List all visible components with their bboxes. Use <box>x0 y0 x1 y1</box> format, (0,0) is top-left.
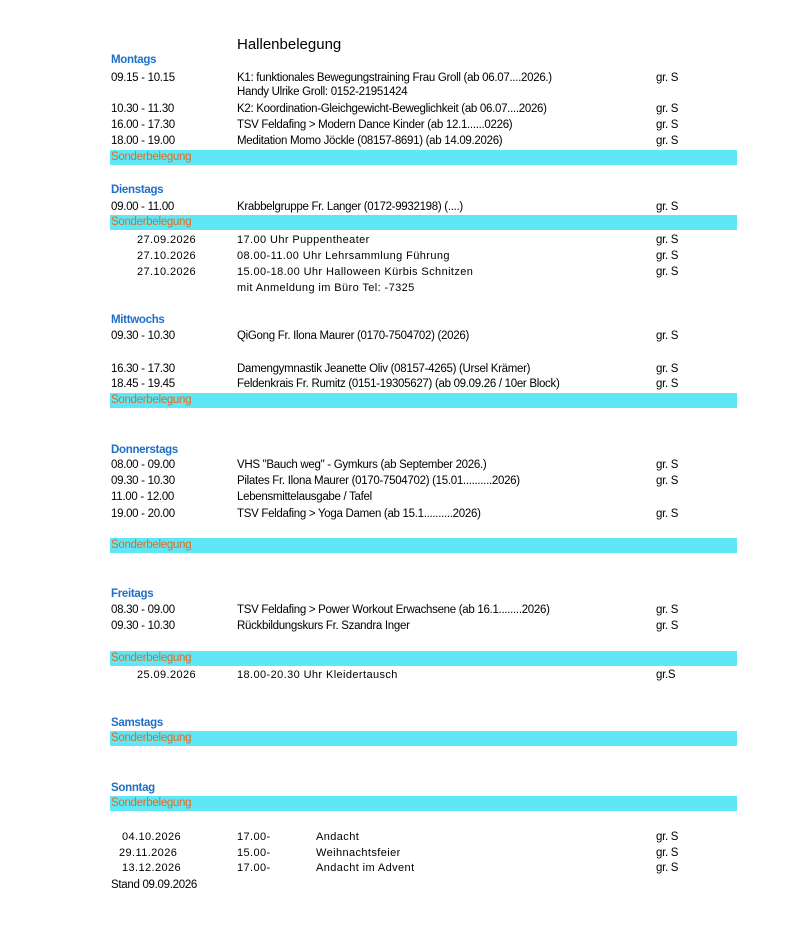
entry-text: K1: funktionales Bewegungstraining Frau Groll (ab 06.07....2026.) <box>237 72 552 84</box>
special-text: Andacht <box>316 831 360 843</box>
entry-time: 10.30 - 11.30 <box>111 103 175 115</box>
entry-room: gr. S <box>656 604 679 616</box>
entry-time: 19.00 - 20.00 <box>111 508 175 520</box>
entry-text-line2: Handy Ulrike Groll: 0152-21951424 <box>237 86 408 98</box>
special-label: Sonderbelegung <box>111 539 192 551</box>
special-room: gr. S <box>656 266 679 278</box>
special-bar-samstag <box>110 731 737 746</box>
day-heading-donnerstag: Donnerstags <box>111 444 178 456</box>
entry-text: Meditation Momo Jöckle (08157-8691) (ab 14.09.2026) <box>237 135 503 147</box>
special-date: 04.10.2026 <box>122 831 182 843</box>
entry-text: Damengymnastik Jeanette Oliv (08157-4265) (Ursel Krämer) <box>237 363 531 375</box>
special-time: 17.00- <box>237 862 271 874</box>
entry-time: 09.00 - 11.00 <box>111 201 175 213</box>
special-text: 18.00-20.30 Uhr Kleidertausch <box>237 669 398 681</box>
entry-time: 16.30 - 17.30 <box>111 363 175 375</box>
special-date: 29.11.2026 <box>119 847 178 859</box>
page-title: Hallenbelegung <box>237 36 342 53</box>
entry-time: 09.30 - 10.30 <box>111 620 175 632</box>
special-label: Sonderbelegung <box>111 216 192 228</box>
entry-room: gr. S <box>656 508 679 520</box>
special-bar-dienstag <box>110 215 737 230</box>
special-bar-freitag <box>110 651 737 666</box>
entry-room: gr. S <box>656 330 679 342</box>
day-heading-montag: Montags <box>111 54 157 66</box>
entry-room: gr. S <box>656 378 679 390</box>
special-label: Sonderbelegung <box>111 797 192 809</box>
day-heading-sonntag: Sonntag <box>111 782 155 794</box>
entry-time: 18.00 - 19.00 <box>111 135 175 147</box>
entry-text: Feldenkrais Fr. Rumitz (0151-19305627) (ab 09.09.26 / 10er Block) <box>237 378 560 390</box>
entry-text: VHS "Bauch weg" - Gymkurs (ab September 2026.) <box>237 459 487 471</box>
entry-text: QiGong Fr. Ilona Maurer (0170-7504702) (2026) <box>237 330 469 342</box>
special-label: Sonderbelegung <box>111 394 192 406</box>
day-heading-mittwoch: Mittwochs <box>111 314 165 326</box>
day-heading-samstag: Samstags <box>111 717 163 729</box>
entry-time: 08.00 - 09.00 <box>111 459 175 471</box>
special-room: gr. S <box>656 250 679 262</box>
special-date: 27.09.2026 <box>137 234 197 246</box>
entry-text: Krabbelgruppe Fr. Langer (0172-9932198) (....) <box>237 201 463 213</box>
special-date: 27.10.2026 <box>137 266 197 278</box>
special-bar-mittwoch <box>110 393 737 408</box>
entry-room: gr. S <box>656 72 679 84</box>
entry-room: gr. S <box>656 135 679 147</box>
entry-room: gr. S <box>656 459 679 471</box>
entry-text: TSV Feldafing > Power Workout Erwachsene (ab 16.1........2026) <box>237 604 550 616</box>
special-text: 17.00 Uhr Puppentheater <box>237 234 370 246</box>
entry-text: TSV Feldafing > Modern Dance Kinder (ab 12.1......0226) <box>237 119 513 131</box>
day-heading-freitag: Freitags <box>111 588 154 600</box>
entry-room: gr. S <box>656 363 679 375</box>
special-date: 27.10.2026 <box>137 250 197 262</box>
special-date: 25.09.2026 <box>137 669 197 681</box>
special-text-line2: mit Anmeldung im Büro Tel: -7325 <box>237 282 415 294</box>
entry-room: gr. S <box>656 620 679 632</box>
footer-status: Stand 09.09.2026 <box>111 879 198 891</box>
special-room: gr. S <box>656 831 679 843</box>
entry-time: 08.30 - 09.00 <box>111 604 175 616</box>
entry-room: gr. S <box>656 475 679 487</box>
special-bar-sonntag <box>110 796 737 811</box>
day-heading-dienstag: Dienstags <box>111 184 164 196</box>
special-room: gr. S <box>656 862 679 874</box>
entry-text: TSV Feldafing > Yoga Damen (ab 15.1..........2026) <box>237 508 481 520</box>
special-room: gr.S <box>656 669 676 681</box>
special-bar-montag <box>110 150 737 165</box>
entry-text: Pilates Fr. Ilona Maurer (0170-7504702) (15.01..........2026) <box>237 475 520 487</box>
special-text: Weihnachtsfeier <box>316 847 401 859</box>
entry-time: 16.00 - 17.30 <box>111 119 175 131</box>
entry-text: Lebensmittelausgabe / Tafel <box>237 491 372 503</box>
special-time: 15.00- <box>237 847 271 859</box>
special-date: 13.12.2026 <box>122 862 182 874</box>
entry-room: gr. S <box>656 119 679 131</box>
special-label: Sonderbelegung <box>111 652 192 664</box>
special-room: gr. S <box>656 847 679 859</box>
special-text: 15.00-18.00 Uhr Halloween Kürbis Schnitzen <box>237 266 474 278</box>
special-text: 08.00-11.00 Uhr Lehrsammlung Führung <box>237 250 450 262</box>
special-text: Andacht im Advent <box>316 862 415 874</box>
entry-time: 18.45 - 19.45 <box>111 378 175 390</box>
entry-time: 11.00 - 12.00 <box>111 491 175 503</box>
entry-time: 09.15 - 10.15 <box>111 72 175 84</box>
entry-text: K2: Koordination-Gleichgewicht-Beweglichkeit (ab 06.07....2026) <box>237 103 547 115</box>
special-label: Sonderbelegung <box>111 732 192 744</box>
entry-text: Rückbildungskurs Fr. Szandra Inger <box>237 620 410 632</box>
special-bar-donnerstag <box>110 538 737 553</box>
entry-time: 09.30 - 10.30 <box>111 475 175 487</box>
entry-room: gr. S <box>656 103 679 115</box>
special-label: Sonderbelegung <box>111 151 192 163</box>
special-time: 17.00- <box>237 831 271 843</box>
entry-time: 09.30 - 10.30 <box>111 330 175 342</box>
entry-room: gr. S <box>656 201 679 213</box>
special-room: gr. S <box>656 234 679 246</box>
